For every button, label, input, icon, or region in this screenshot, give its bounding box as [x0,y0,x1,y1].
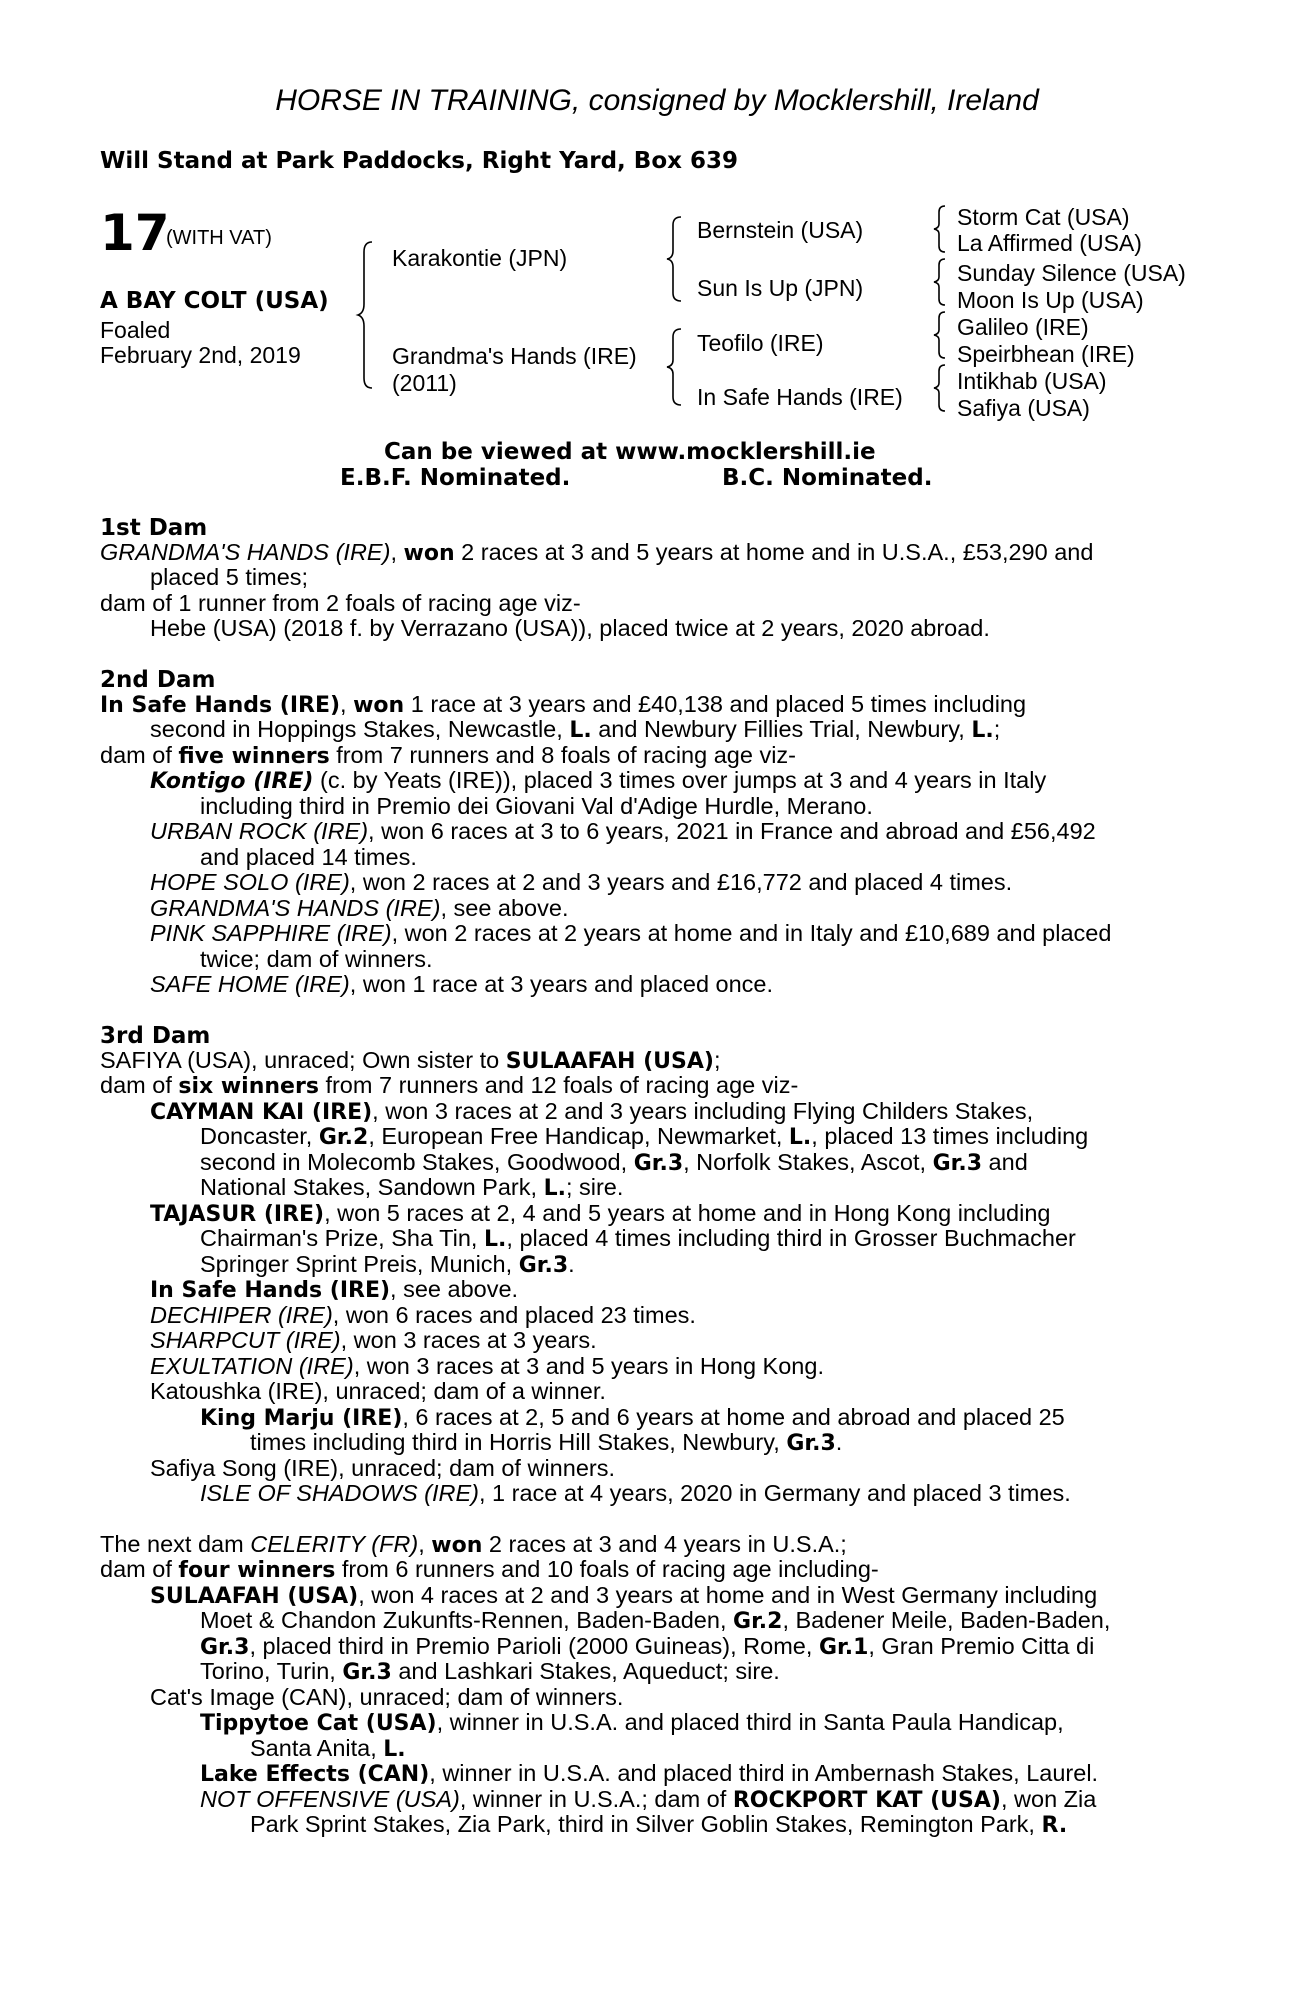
lot-name: A BAY COLT (USA) [100,288,329,314]
third-dam-line: Doncaster, Gr.2, European Free Handicap, Newmarket, L., placed 13 times including [200,1123,1089,1150]
next-dam-line: NOT OFFENSIVE (USA), winner in U.S.A.; dam of ROCKPORT KAT (USA), won Zia [200,1786,1097,1813]
second-dam-line: SAFE HOME (IRE), won 1 race at 3 years and placed once. [150,971,774,997]
pedigree-brace-g2 [932,257,948,307]
second-dam-line: and placed 14 times. [200,844,417,870]
next-dam-line: Lake Effects (CAN), winner in U.S.A. and placed third in Ambernash Stakes, Laurel. [200,1760,1099,1787]
pedigree-brace-dam [665,327,685,407]
second-dam-heading: 2nd Dam [100,667,216,693]
pedigree-dam-year: (2011) [392,370,457,396]
second-dam-line: URBAN ROCK (IRE), won 6 races at 3 to 6 years, 2021 in France and abroad and £56,492 [150,818,1096,844]
pedigree-brace-main [356,240,376,390]
pedigree-g4: Moon Is Up (USA) [957,287,1144,313]
pedigree-brace-g3 [932,310,948,360]
second-dam-line: second in Hoppings Stakes, Newcastle, L. and Newbury Fillies Trial, Newbury, L.; [150,716,1001,743]
pedigree-sire-sire: Bernstein (USA) [697,217,864,243]
foaled-date: February 2nd, 2019 [100,342,301,368]
second-dam-line: HOPE SOLO (IRE), won 2 races at 2 and 3 years and £16,772 and placed 4 times. [150,869,1013,895]
third-dam-line: In Safe Hands (IRE), see above. [150,1276,519,1303]
next-dam-line: Cat's Image (CAN), unraced; dam of winners. [150,1684,624,1710]
next-dam-line: Santa Anita, L. [250,1735,406,1762]
lot-number: 17 [100,204,170,262]
third-dam-line: TAJASUR (IRE), won 5 races at 2, 4 and 5 years at home and in Hong Kong including [150,1200,1051,1227]
next-dam-line: Tippytoe Cat (USA), winner in U.S.A. and placed third in Santa Paula Handicap, [200,1709,1064,1736]
pedigree-g1: Storm Cat (USA) [957,204,1130,230]
pedigree-g5: Galileo (IRE) [957,314,1089,340]
third-dam-line: dam of six winners from 7 runners and 12 foals of racing age viz- [100,1072,799,1099]
viewing-note: Can be viewed at www.mocklershill.ie [384,439,876,465]
first-dam-line: GRANDMA'S HANDS (IRE), won 2 races at 3 and 5 years at home and in U.S.A., £53,290 and [100,539,1094,566]
third-dam-line: second in Molecomb Stakes, Goodwood, Gr.3, Norfolk Stakes, Ascot, Gr.3 and [200,1149,1028,1176]
pedigree-sire: Karakontie (JPN) [392,245,568,271]
pedigree-g8: Safiya (USA) [957,395,1090,421]
third-dam-heading: 3rd Dam [100,1023,211,1049]
third-dam-line: SAFIYA (USA), unraced; Own sister to SULAAFAH (USA); [100,1047,721,1074]
first-dam-line: placed 5 times; [150,564,309,590]
second-dam-line: twice; dam of winners. [200,946,433,972]
second-dam-line: GRANDMA'S HANDS (IRE), see above. [150,895,569,921]
pedigree-dam-dam: In Safe Hands (IRE) [697,384,903,410]
second-dam-line: PINK SAPPHIRE (IRE), won 2 races at 2 years at home and in Italy and £10,689 and placed [150,920,1112,946]
pedigree-g3: Sunday Silence (USA) [957,260,1186,286]
third-dam-line: Safiya Song (IRE), unraced; dam of winners. [150,1455,615,1481]
bc-note: B.C. Nominated. [722,465,933,491]
third-dam-line: Springer Sprint Preis, Munich, Gr.3. [200,1251,575,1278]
next-dam-line: Gr.3, placed third in Premio Parioli (2000 Guineas), Rome, Gr.1, Gran Premio Citta di [200,1633,1095,1660]
next-dam-line: The next dam CELERITY (FR), won 2 races at 3 and 4 years in U.S.A.; [100,1531,847,1558]
first-dam-heading: 1st Dam [100,515,208,541]
page-title: HORSE IN TRAINING, consigned by Mocklershill, Ireland [275,84,1039,117]
third-dam-line: King Marju (IRE), 6 races at 2, 5 and 6 years at home and abroad and placed 25 [200,1404,1065,1431]
third-dam-line: SHARPCUT (IRE), won 3 races at 3 years. [150,1327,597,1353]
pedigree-brace-sire [665,215,685,303]
third-dam-line: National Stakes, Sandown Park, L.; sire. [200,1174,624,1201]
pedigree-sire-dam: Sun Is Up (JPN) [697,275,864,301]
third-dam-line: times including third in Horris Hill Stakes, Newbury, Gr.3. [250,1429,843,1456]
pedigree-brace-g4 [932,363,948,413]
pedigree-brace-g1 [932,204,948,254]
second-dam-line: Kontigo (IRE) (c. by Yeats (IRE)), placed 3 times over jumps at 3 and 4 years in Italy [150,767,1047,794]
pedigree-g6: Speirbhean (IRE) [957,341,1135,367]
vat-label: (WITH VAT) [166,227,272,249]
third-dam-line: DECHIPER (IRE), won 6 races and placed 23 times. [150,1302,696,1328]
third-dam-line: EXULTATION (IRE), won 3 races at 3 and 5 years in Hong Kong. [150,1353,824,1379]
stand-location: Will Stand at Park Paddocks, Right Yard, Box 639 [100,148,738,174]
second-dam-line: including third in Premio dei Giovani Val d'Adige Hurdle, Merano. [200,793,873,819]
third-dam-line: CAYMAN KAI (IRE), won 3 races at 2 and 3 years including Flying Childers Stakes, [150,1098,1034,1125]
next-dam-line: SULAAFAH (USA), won 4 races at 2 and 3 years at home and in West Germany including [150,1582,1098,1609]
third-dam-line: Chairman's Prize, Sha Tin, L., placed 4 times including third in Grosser Buchmacher [200,1225,1076,1252]
pedigree-g2: La Affirmed (USA) [957,230,1142,256]
next-dam-line: Park Sprint Stakes, Zia Park, third in Silver Goblin Stakes, Remington Park, R. [250,1811,1068,1838]
next-dam-line: dam of four winners from 6 runners and 10 foals of racing age including- [100,1556,879,1583]
pedigree-dam-sire: Teofilo (IRE) [697,330,824,356]
first-dam-line: dam of 1 runner from 2 foals of racing age viz- [100,590,581,616]
third-dam-line: Katoushka (IRE), unraced; dam of a winner. [150,1378,606,1404]
second-dam-line: dam of five winners from 7 runners and 8 foals of racing age viz- [100,742,796,769]
second-dam-line: In Safe Hands (IRE), won 1 race at 3 years and £40,138 and placed 5 times including [100,691,1027,718]
pedigree-dam: Grandma's Hands (IRE) [392,343,637,369]
next-dam-line: Moet & Chandon Zukunfts-Rennen, Baden-Baden, Gr.2, Badener Meile, Baden-Baden, [200,1607,1111,1634]
ebf-note: E.B.F. Nominated. [340,465,571,491]
foaled-label: Foaled [100,317,171,343]
pedigree-g7: Intikhab (USA) [957,368,1107,394]
first-dam-line: Hebe (USA) (2018 f. by Verrazano (USA)), placed twice at 2 years, 2020 abroad. [150,615,990,641]
next-dam-line: Torino, Turin, Gr.3 and Lashkari Stakes, Aqueduct; sire. [200,1658,780,1685]
third-dam-line: ISLE OF SHADOWS (IRE), 1 race at 4 years, 2020 in Germany and placed 3 times. [200,1480,1071,1506]
